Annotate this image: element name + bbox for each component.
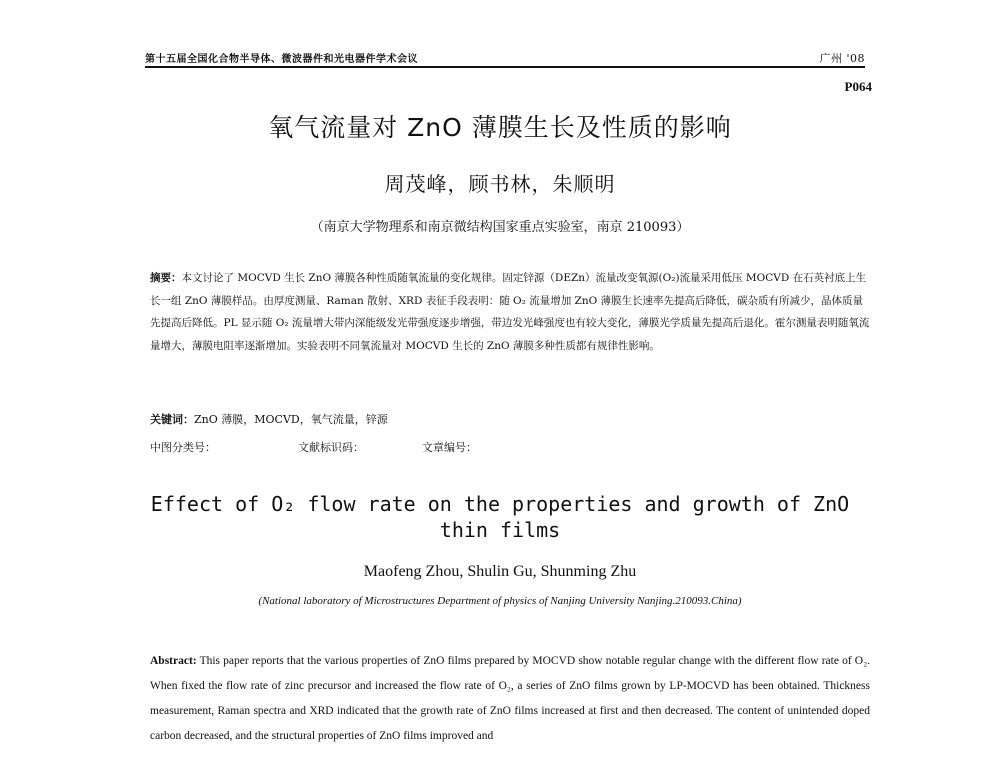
running-header — [145, 48, 865, 66]
chinese-abstract-text: 本文讨论了 MOCVD 生长 ZnO 薄膜各种性质随氧流量的变化规律。固定锌源（DEZn）流量改变氧源(O₂)流量采用低压 MOCVD 在石英衬底上生长一组 ZnO 薄膜样品。由厚度测量、Raman 散射、XRD 表征手段表明：随 O₂ 流量增加 ZnO 薄膜生长速率先提高后降低，碳杂质有所减少，晶体质量先提高后降低。PL 显示随 O₂ 流量增大带内深能级发光带强度逐步增强，带边发光峰强度也有较大变化，薄膜光学质量先提高后退化。霍尔测量表明随氧流量增大，薄膜电阻率逐渐增加。实验表明不同氧流量对 MOCVD 生长的 ZnO 薄膜多种性质都有规律性影响。 — [150, 272, 870, 352]
english-title-line-2: thin films — [439, 518, 561, 542]
chinese-authors: 周茂峰，顾书林，朱顺明 — [384, 172, 616, 196]
chinese-affiliation: （南京大学物理系和南京微结构国家重点实验室，南京 210093） — [310, 220, 690, 235]
document-code-label: 文献标识码： — [298, 441, 364, 454]
conference-name: 第十五届全国化合物半导体、微波器件和光电器件学术会议 — [145, 54, 418, 65]
english-title-line-1: Effect of O₂ flow rate on the properties and growth of ZnO — [150, 492, 850, 516]
chinese-abstract-label: 摘要： — [150, 272, 182, 284]
classification-row — [150, 439, 870, 457]
english-authors: Maofeng Zhou, Shulin Gu, Shunming Zhu — [363, 563, 637, 580]
chinese-keywords — [150, 411, 870, 427]
chinese-keywords-label: 关键词： — [150, 413, 194, 426]
class-number-label: 中图分类号： — [150, 441, 216, 454]
header-rule — [145, 66, 865, 68]
english-abstract-text: This paper reports that the various properties of ZnO films prepared by MOCVD show notable regular change with the different flow rate of O₂. When fixed the flow rate of zinc precursor and increased the flow rate of O₂, a series of ZnO films grown by LP-MOCVD has been obtained. Thickness measurement, Raman spectra and XRD indicated that the growth rate of ZnO films increased at first and then decreased. The content of unintended doped carbon decreased, and the structural properties of ZnO films improved and — [150, 655, 870, 742]
chinese-abstract — [150, 267, 870, 357]
paper-id: P064 — [844, 79, 872, 94]
chinese-keywords-text: ZnO 薄膜，MOCVD，氧气流量，锌源 — [194, 413, 388, 426]
english-abstract-label: Abstract: — [150, 655, 197, 667]
english-abstract — [150, 649, 870, 749]
article-number-label: 文章编号： — [422, 441, 477, 454]
chinese-title: 氧气流量对 ZnO 薄膜生长及性质的影响 — [268, 113, 732, 142]
location-year: 广州 '08 — [819, 52, 865, 65]
english-affiliation: (National laboratory of Microstructures Department of physics of Nanjing University Nanjing.210093.China) — [258, 595, 742, 607]
english-title — [140, 491, 860, 543]
